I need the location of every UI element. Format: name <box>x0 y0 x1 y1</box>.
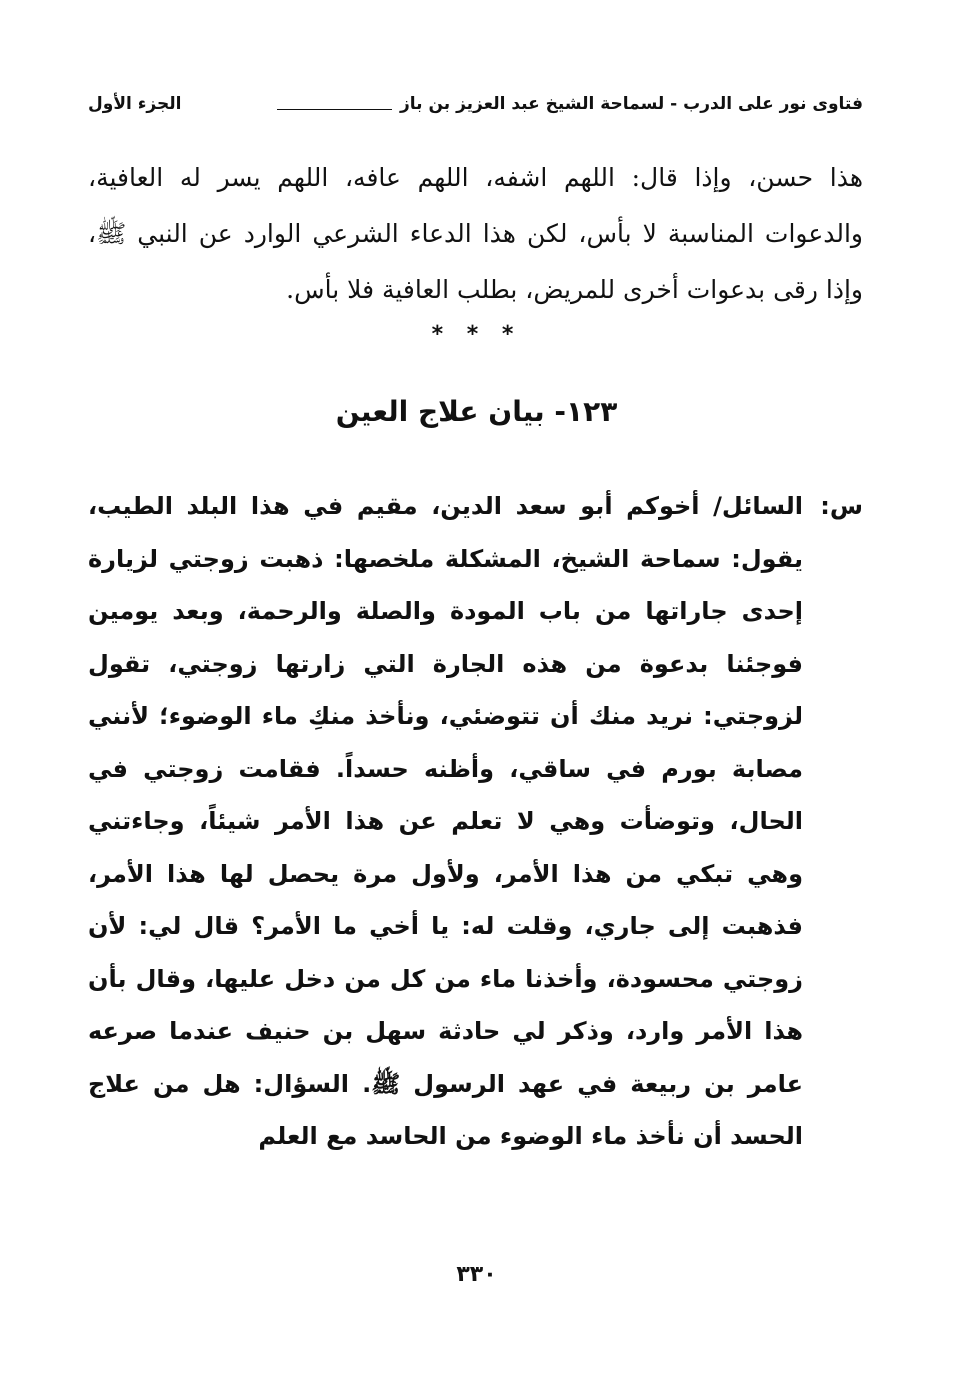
section-separator: * * * <box>431 322 522 347</box>
intro-text: هذا حسن، وإذا قال: اللهم اشفه، اللهم عافه، اللهم يسر له العافية، والدعوات المناسبة لا بأس، لكن هذا الدعاء الشرعي الوارد عن النبي ﷺ، وإذا رقى بدعوات أخرى للمريض، بطلب العافية فلا بأس. <box>88 163 863 304</box>
question-text: السائل/ أخوكم أبو سعد الدين، مقيم في هذا البلد الطيب، يقول: سماحة الشيخ، المشكلة ملخصها: ذهبت زوجتي لزيارة إحدى جاراتها من باب المودة والصلة والرحمة، وبعد يومين فوجئنا بدعوة من هذه الجارة التي زارتها زوجتي، تقول لزوجتي: نريد منك أن تتوضئي، ونأخذ منكِ ماء الوضوء؛ لأنني مصابة بورم في ساقي، وأظنه حسداً. فقامت زوجتي في الحال، وتوضأت وهي لا تعلم عن هذا الأمر شيئاً، وجاءتني وهي تبكي من هذا الأمر، ولأول مرة يحصل لها هذا الأمر، فذهبت إلى جاري، وقلت له: يا أخي ما الأمر؟ قال لي: لأن زوجتي محسودة، وأخذنا ماء من كل من دخل عليها، وقال بأن هذا الأمر وارد، وذكر لي حادثة سهل بن حنيف عندما صرعه عامر بن ربيعة في عهد الرسول ﷺ. السؤال: هل من علاج الحسد أن نأخذ ماء الوضوء من الحاسد مع العلم <box>88 492 803 1150</box>
intro-paragraph <box>88 150 863 318</box>
section-title: ١٢٣- بيان علاج العين <box>335 395 618 428</box>
question-body <box>88 480 803 1163</box>
question-marker: س: <box>820 492 863 520</box>
running-header <box>88 88 863 120</box>
header-rule <box>277 109 392 110</box>
volume-label: الجزء الأول <box>88 94 182 114</box>
question-block <box>88 480 863 1163</box>
book-title: فتاوى نور على الدرب - لسماحة الشيخ عبد العزيز بن باز <box>400 94 863 114</box>
page-number: ٣٣٠ <box>456 1262 497 1287</box>
